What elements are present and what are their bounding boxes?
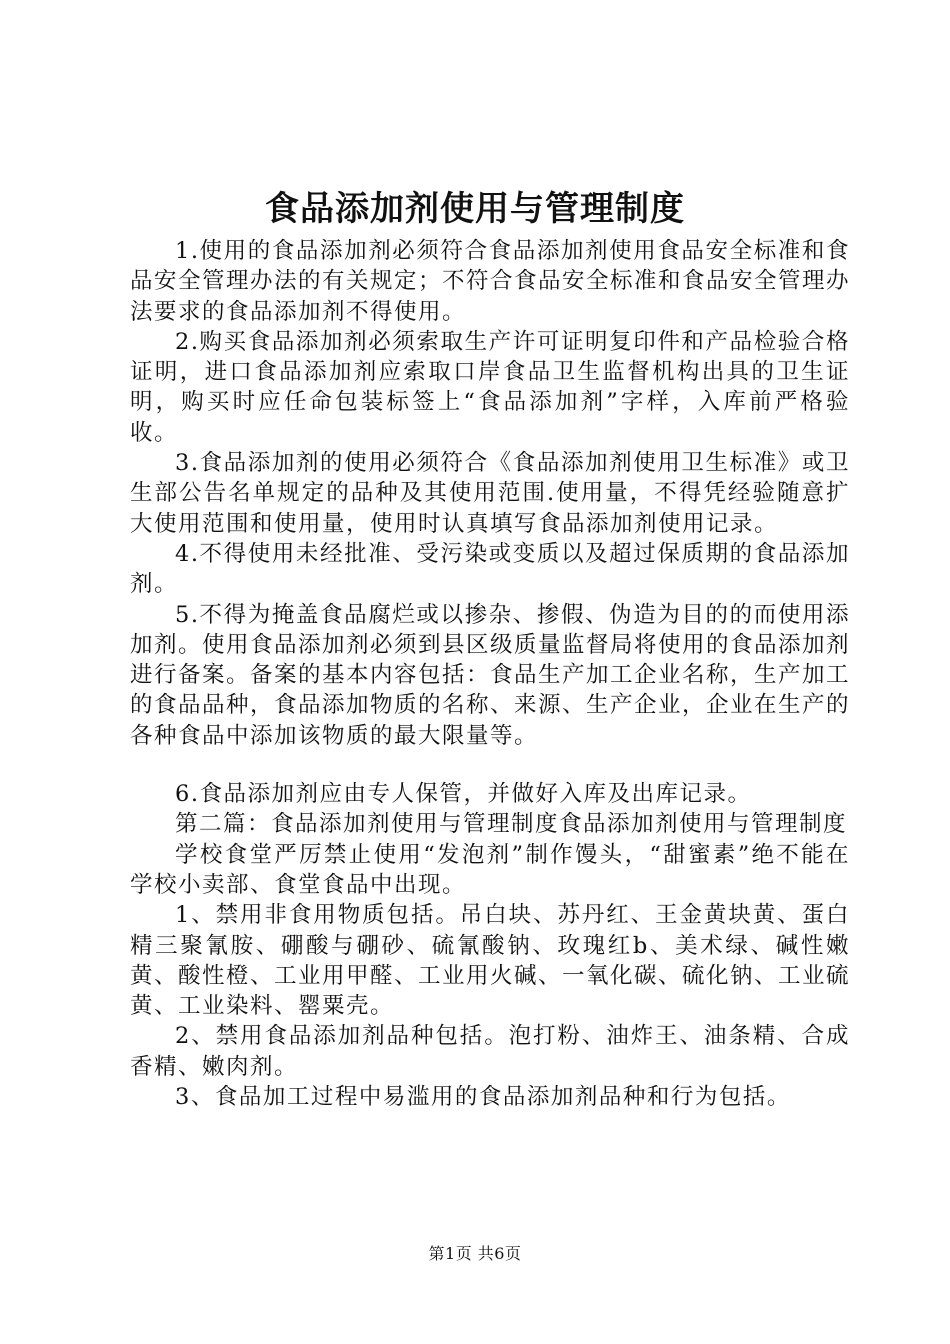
page-number-footer: 第1页 共6页 bbox=[428, 1244, 522, 1263]
document-title: 食品添加剂使用与管理制度 bbox=[265, 189, 685, 229]
document-body bbox=[130, 236, 850, 1112]
paragraph-abused-additives: 3、食品加工过程中易滥用的食品添加剂品种和行为包括。 bbox=[175, 1084, 791, 1111]
paragraph-1: 1.使用的食品添加剂必须符合食品添加剂使用食品安全标准和食品安全管理办法的有关规定；不符合食品安全标准和食品安全管理办法要求的食品添加剂不得使用。 bbox=[130, 238, 851, 325]
paragraph-5: 5.不得为掩盖食品腐烂或以掺杂、掺假、伪造为目的的而使用添加剂。使用食品添加剂必须到县区级质量监督局将使用的食品添加剂进行备案。备案的基本内容包括：食品生产加工企业名称，生产加工的食品品种，食品添加物质的名称、来源、生产企业，企业在生产的各种食品中添加该物质的最大限量等。 bbox=[130, 601, 851, 749]
paragraph-4: 4.不得使用未经批准、受污染或变质以及超过保质期的食品添加剂。 bbox=[130, 540, 850, 598]
paragraph-banned-additives: 2、禁用食品添加剂品种包括。泡打粉、油炸王、油条精、合成香精、嫩肉剂。 bbox=[130, 1023, 850, 1080]
paragraph-banned-substances: 1、禁用非食用物质包括。吊白块、苏丹红、王金黄块黄、蛋白精三聚氰胺、硼酸与硼砂、硫氰酸钠、玫瑰红b、美术绿、碱性嫩黄、酸性橙、工业用甲醛、工业用火碱、一氧化碳、硫化钠、工业硫黄、工业染料、罂粟壳。 bbox=[130, 902, 851, 1020]
paragraph-2: 2.购买食品添加剂必须索取生产许可证明复印件和产品检验合格证明，进口食品添加剂应索取口岸食品卫生监督机构出具的卫生证明，购买时应任命包装标签上“食品添加剂”字样，入库前严格验收。 bbox=[130, 328, 850, 446]
paragraph-3: 3.食品添加剂的使用必须符合《食品添加剂使用卫生标准》或卫生部公告名单规定的品种及其使用范围.使用量，不得凭经验随意扩大使用范围和使用量，使用时认真填写食品添加剂使用记录。 bbox=[130, 450, 850, 537]
paragraph-school-canteen: 学校食堂严厉禁止使用“发泡剂”制作馒头，“甜蜜素”绝不能在学校小卖部、食堂食品中出现。 bbox=[130, 841, 850, 898]
paragraph-6: 6.食品添加剂应由专人保管，并做好入库及出库记录。 bbox=[175, 781, 752, 808]
paragraph-second-part-title: 第二篇：食品添加剂使用与管理制度食品添加剂使用与管理制度 bbox=[175, 811, 848, 838]
